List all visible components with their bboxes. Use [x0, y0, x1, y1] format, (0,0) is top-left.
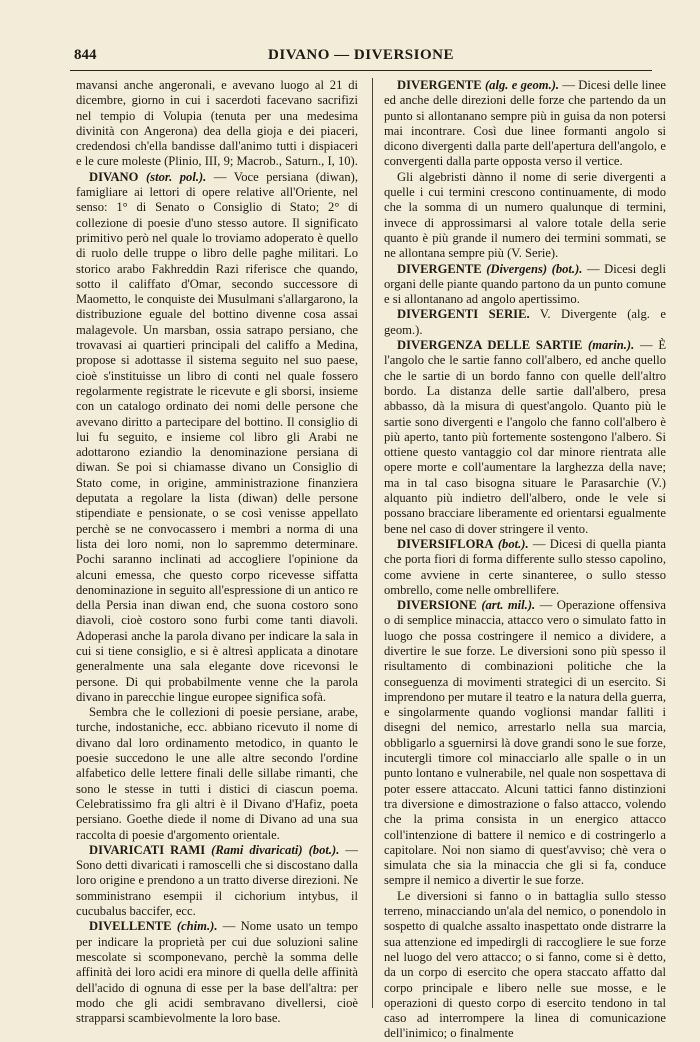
- headword: DIVERGENZA DELLE SARTIE: [397, 338, 583, 353]
- entry-diversione: [384, 598, 666, 889]
- entry-divergente-alg: [384, 78, 666, 170]
- entry-category: (Divergens) (bot.).: [486, 261, 583, 276]
- headword: DIVERSIONE: [397, 598, 477, 613]
- page-header: [70, 44, 652, 71]
- entry-category: (Rami divaricati) (bot.).: [211, 842, 340, 857]
- left-column: [76, 78, 359, 1026]
- entry-category: (alg. e geom.).: [484, 78, 560, 92]
- page-number: 844: [74, 47, 97, 63]
- entry-divergenti-serie: [384, 307, 666, 338]
- entry-text: — Dicesi delle linee ed anche delle direzioni delle forze che partendo da un punto si allontanano sempre più in guisa da non potersi mai incontrare. Così due linee formanti angolo si dicono divergenti dalla parte dell'apertura dell'angolo, e convergenti dalla parte opposta verso il vertice.: [384, 78, 666, 169]
- entry-paragraph: Sembra che le collezioni di poesie persiane, arabe, turche, indostaniche, ecc. abbiano ricevuto il nome di divano dal loro ordinamento metodico, in quanto le poesie succedono le une alle altre secondo l'ordine alfabetico delle lettere finali delle sillabe rimanti, che sono le stesse in tutti i distici di ciascun poema. Celebratissimo fra gli altri è il Divano d'Hafiz, poeta persiano. Goethe diede il nome di Divano ad una sua raccolta di poesie d'argomento orientale.: [76, 705, 358, 842]
- entry-text: — Dicesi di quella pianta che porta fiori di forma differente sullo stesso capolino, come avviene in certe sinanteree, o sullo stesso ombrello, come nelle ombrellifere.: [384, 536, 667, 597]
- entry-diversiflora: [384, 537, 666, 598]
- entry-paragraph: Gli algebristi dànno il nome di serie divergenti a quelle i cui termini crescono continuamente, di modo che la somma di un numero qualunque di termini, invece di approssimarsi al valore totale della serie quanto è più grande il numero dei termini sommati, se ne allontana sempre più (V. Serie).: [384, 169, 666, 261]
- headword: DIVERGENTI SERIE.: [397, 307, 530, 322]
- entry-text: — È l'angolo che le sartie fanno coll'albero, ed anche quello che le sartie di un bordo fanno con quelle dell'altro bordo. La distanza delle sartie dall'albero, presa abbasso, dà la misura di quest'angolo. Quanto più le sartie sono divergenti e l'angolo che fanno coll'albero è più aperto, tanto più fortemente sostengono l'albero. Si ottiene questo vantaggio col dar minore rientrata alle opere morte e coll'aumentare la larghezza della nave; ma in tal caso bisogna situare le Parasarchie (V.) alquanto più indietro dell'albero, onde le vele si possano bracciare liberamente ed orientarsi egualmente bene nel caso di dover stringere il vento.: [384, 338, 667, 536]
- entry-paragraph: mavansi anche angeronali, e avevano luogo al 21 di dicembre, giorno in cui i sacerdoti facevano sacrifizi nel tempio di Volupia (tenuta per una medesima divinità con Angerona) dea della gioja e dei piaceri, credendosi ch'ella bandisse dall'animo tutti i dispiaceri e le cure moleste (Plinio, III, 9; Macrob., Saturn., I, 10).: [76, 78, 358, 169]
- headword: DIVARICATI RAMI: [89, 842, 206, 857]
- entry-divano: [76, 170, 358, 705]
- entry-text: — Sono detti divaricati i ramoscelli che si discostano dalla loro origine e prendono a un tratto diverse direzioni. Ne somministrano esempii il cichorium intybus, il cucubalus baccifer, ecc.: [76, 842, 359, 919]
- entry-divergente-bot: [384, 262, 666, 308]
- column-divider: [372, 78, 373, 1008]
- entry-category: (chim.).: [176, 919, 218, 934]
- entry-text: — Voce persiana (diwan), famigliare ai lettori di opere relative all'Oriente, nel senso: 1° di Senato o Consiglio di Stato; 2° di collezione di poesie d'uno stesso autore. Il significato primitivo però nel quale lo troviamo adoperato è quello di ruolo delle truppe o libro delle paghe militari. Lo storico arabo Fakhreddin Razi riferisce che quando, sotto il califfato d'Omar, secondo successore di Maometto, le conquiste dei Musulmani s'allargarono, la distribuzione eguale del bottino divenne cosa assai malagevole. Un marsban, ossia satrapo persiano, che trovavasi ai quartieri principali del califfo a Medina, propose si adottasse il sistema seguito nel suo paese, cioè s'instituisse un libro di conti nel quale fossero regolarmente registrate le ricevute e gli sborsi, insieme con un catalogo ordinato dei nomi delle persone che avevano diritto a partecipare del bottino. Il consiglio di lui fu seguito, e insieme col libro gli Arabi ne adottarono eziandio la denominazione persiana di diwan. Se poi si chiamasse divano un Consiglio di Stato come, in origine, amministrazione finanziera deputata a regolare la lista (diwan) delle persone stipendiate e pensionate, o se così venisse appellato perchè se ne convocassero i membri a norma di una lista dei loro nomi, non lo sapremmo determinare. Pochi saranno inclinati ad accogliere l'opinione da alcuni emessa, che questo corpo ricevesse siffatta denominazione in seguito all'espressione di un antico re della Persia inan diwan end, che suona costoro sono diavoli, cioè costoro sono furbi come tanti diavoli. Adoperasi anche la parola divano per indicare la sala in cui si tiene consiglio, e si è altresì applicata a dinotare generalmente una sala elegante dove ricevonsi le persone. Di qui probabilmente venne che la parola divano in parecchie lingue europee significa sofà.: [76, 169, 359, 704]
- headword: DIVERGENTE: [397, 78, 482, 92]
- entry-text: — Operazione offensiva o di semplice minaccia, attacco vero o simulato fatto in luogo che possa costringere il nemico a dividere, a divertire le sue forze. Le diversioni sono più spesso il risultamento di combinazioni politiche che la conseguenza di movimenti strategici di un esercito. Si imprendono per mutare il teatro e la natura della guerra, e singolarmente quando voglionsi mandar falliti i disegni del nemico, arrestarlo nella sua marcia, obbligarlo a sguernirsi là dove grandi sono le sue forze, incutergli timore col minacciarlo alle spalle o in un punto lontano e vulnerabile, nel quale non sospettava di poter essere attaccato. Alcuni tattici fanno distinzioni tra diversione e dimostrazione o falso attacco, volendo che la prima consista in un energico attacco coll'intenzione di battere il nemico e di costringerlo a capitolare. Noi non siamo di quest'avviso; chè vera o simulata che sia la minaccia che gli si fa, conduce sempre il nemico a divertir le sue forze.: [384, 598, 667, 888]
- headword: DIVERGENTE: [397, 261, 482, 276]
- entry-divergenza-sartie: [384, 338, 666, 537]
- entry-category: (marin.).: [588, 338, 635, 353]
- entry-category: (stor. pol.).: [145, 169, 207, 184]
- entry-divellente: [76, 919, 358, 1026]
- entry-paragraph: Le diversioni si fanno o in battaglia sullo stesso terreno, minacciando un'ala del nemico, o ponendolo in sospetto di qualche assalto inaspettato onde distrarre la sua attenzione ed impedirgli di raccogliere le sue forze nel luogo del vero attacco; o si fanno, come si è detto, da un corpo di esercito che opera staccato affatto dal corpo principale e libero nelle sue mosse, e le operazioni di questo corpo di esercito tendono in tal caso ad interrompere la linea di comunicazione dell'inimico; o finalmente: [384, 888, 666, 1041]
- headword: DIVERSIFLORA: [397, 536, 494, 551]
- right-column: [384, 78, 667, 1041]
- headword: DIVANO: [89, 169, 139, 184]
- headword: DIVELLENTE: [89, 919, 172, 934]
- entry-text: — Dicesi degli organi delle piante quando partono da un punto comune e si allontanano ad angolo apertissimo.: [384, 261, 667, 307]
- entry-text: — Nome usato un tempo per indicare la proprietà per cui due soluzioni saline mescolate si scomponevano, perchè la somma delle affinità dei loro acidi era minore di quella delle affinità dell'acido di ognuna di esse per la base dell'altra: per modo che gli acidi sembravano divellersi, cioè strapparsi scambievolmente la loro base.: [76, 919, 358, 1026]
- running-title: DIVANO — DIVERSIONE: [268, 47, 454, 63]
- entry-text: V. Divergente (alg. e geom.).: [384, 307, 667, 337]
- entry-category: (bot.).: [497, 536, 529, 551]
- entry-category: (art. mil.).: [481, 598, 536, 613]
- entry-divaricati-rami: [76, 843, 358, 919]
